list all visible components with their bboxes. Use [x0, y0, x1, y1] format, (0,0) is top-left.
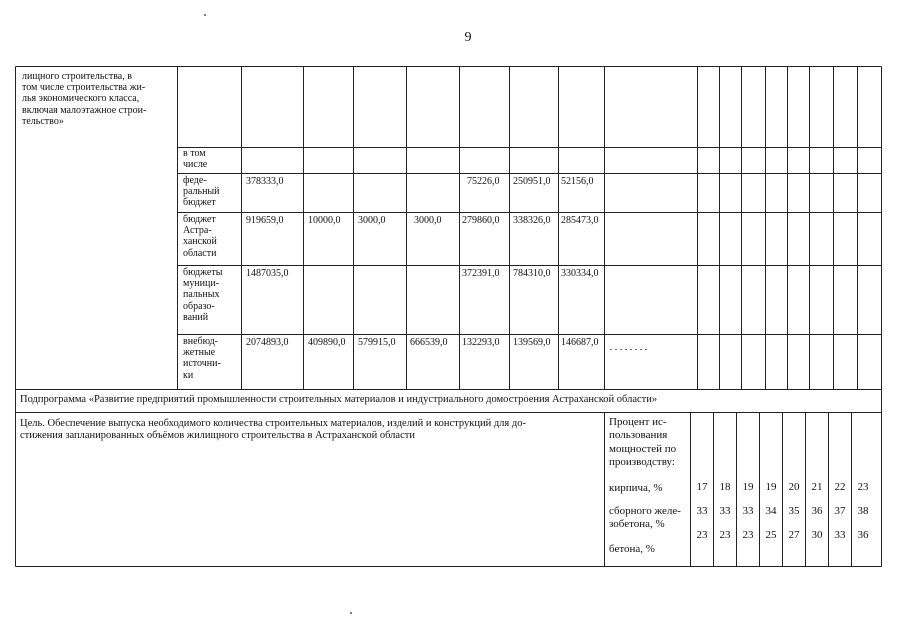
percent-value: 36	[811, 505, 823, 517]
funding-label-regional	[183, 214, 217, 259]
value-cell: 372391,0	[462, 268, 500, 279]
subprogram-title: Подпрограмма «Развитие предприятий промышленности строительных материалов и индустриального домостроения Астраханской области»	[20, 394, 658, 405]
text-line: жетные	[183, 347, 216, 359]
goal-text	[20, 418, 526, 442]
text-line: бетона, %	[609, 543, 655, 555]
percent-value: 18	[719, 481, 731, 493]
text-line: пальных	[183, 289, 220, 301]
text-line: числе	[183, 159, 208, 171]
percent-value: 23	[742, 529, 754, 541]
text-line: мощностей по	[609, 442, 677, 455]
text-line: бюджеты	[183, 267, 223, 278]
value-cell: 285473,0	[561, 215, 599, 226]
text-line: бюджет	[183, 214, 216, 225]
percent-value: 37	[834, 505, 846, 517]
value-cell: 378333,0	[246, 176, 284, 187]
text-line: Астра-	[183, 225, 212, 237]
page-number: 9	[464, 30, 472, 45]
text-line: Процент ис-	[609, 416, 667, 428]
funding-label-municipal	[183, 267, 222, 323]
percent-value: 34	[765, 505, 777, 517]
text-line: в том	[183, 148, 206, 159]
text-line: пользования	[609, 429, 668, 442]
percent-value: 36	[857, 529, 869, 541]
text-line: зобетона, %	[609, 518, 665, 530]
value-cell: 3000,0	[358, 215, 386, 226]
funding-label-federal	[183, 175, 220, 209]
value-cell: 52156,0	[561, 176, 594, 187]
percent-value: 27	[788, 529, 800, 541]
text-line: тельство»	[22, 115, 64, 127]
value-cell: 579915,0	[358, 337, 396, 348]
text-line: внебюд-	[183, 336, 218, 347]
value-cell: 409890,0	[308, 337, 346, 348]
percent-value: 20	[788, 481, 800, 493]
value-cell: 1487035,0	[246, 268, 289, 279]
text-line: источни-	[183, 358, 221, 370]
percent-value: 38	[857, 505, 869, 517]
value-cell: 919659,0	[246, 215, 284, 226]
value-cell: 2074893,0	[246, 337, 289, 348]
text-line: ки	[183, 369, 194, 381]
percent-value: 33	[742, 505, 754, 517]
value-cell: 330334,0	[561, 268, 599, 279]
percent-value: 23	[719, 529, 731, 541]
text-line: муници-	[183, 278, 220, 290]
indicator-title	[609, 416, 676, 469]
scan-speck	[204, 14, 206, 16]
value-cell: 279860,0	[462, 215, 500, 226]
value-cell: 250951,0	[513, 176, 551, 187]
percent-value: 23	[857, 481, 869, 493]
value-cell: 10000,0	[308, 215, 341, 226]
percent-value: 21	[811, 481, 823, 493]
indicator-label-concrete	[609, 543, 655, 556]
value-cell: 132293,0	[462, 337, 500, 348]
funding-label-v-tom-chisle	[183, 148, 207, 170]
text-line: образо-	[183, 300, 215, 312]
text-line: бюджет	[183, 197, 216, 209]
text-line: лья экономического класса,	[22, 93, 140, 105]
percent-value: 22	[834, 481, 846, 493]
text-line: ральный	[183, 186, 220, 198]
text-line: том числе строительства жи-	[22, 82, 146, 94]
value-cell: 3000,0	[414, 215, 442, 226]
percent-value: 19	[765, 481, 777, 493]
text-line: кирпича, %	[609, 482, 663, 494]
indicator-label-precast-concrete	[609, 505, 681, 531]
first-row-description	[22, 71, 146, 127]
scan-speck	[350, 612, 352, 614]
percent-value: 23	[696, 529, 708, 541]
value-cell: 338326,0	[513, 215, 551, 226]
percent-value: 30	[811, 529, 823, 541]
value-cell: 784310,0	[513, 268, 551, 279]
value-cell: 139569,0	[513, 337, 551, 348]
text-line: сборного желе-	[609, 505, 681, 517]
text-line: производству:	[609, 455, 675, 468]
text-line: области	[183, 247, 217, 259]
percent-value: 33	[834, 529, 846, 541]
text-line: ваний	[183, 311, 209, 323]
percent-value: 25	[765, 529, 777, 541]
percent-value: 35	[788, 505, 800, 517]
percent-value: 19	[742, 481, 754, 493]
text-line: Цель. Обеспечение выпуска необходимого количества строительных материалов, изделий и конструкций для до-	[20, 418, 526, 429]
funding-label-extrabudgetary	[183, 336, 221, 381]
value-cell: 666539,0	[410, 337, 448, 348]
text-line: ханской	[183, 236, 217, 248]
percent-value: 33	[719, 505, 731, 517]
value-cell: 146687,0	[561, 337, 599, 348]
percent-value: 33	[696, 505, 708, 517]
text-line: феде-	[183, 175, 207, 186]
indicator-label-brick	[609, 482, 663, 495]
text-line: включая малоэтажное строи-	[22, 104, 147, 116]
percent-value: 17	[696, 481, 708, 493]
text-line: лищного строительства, в	[22, 71, 132, 82]
value-cell: 75226,0	[467, 176, 500, 187]
text-line: стижения запланированных объёмов жилищного строительства в Астраханской области	[20, 430, 415, 441]
